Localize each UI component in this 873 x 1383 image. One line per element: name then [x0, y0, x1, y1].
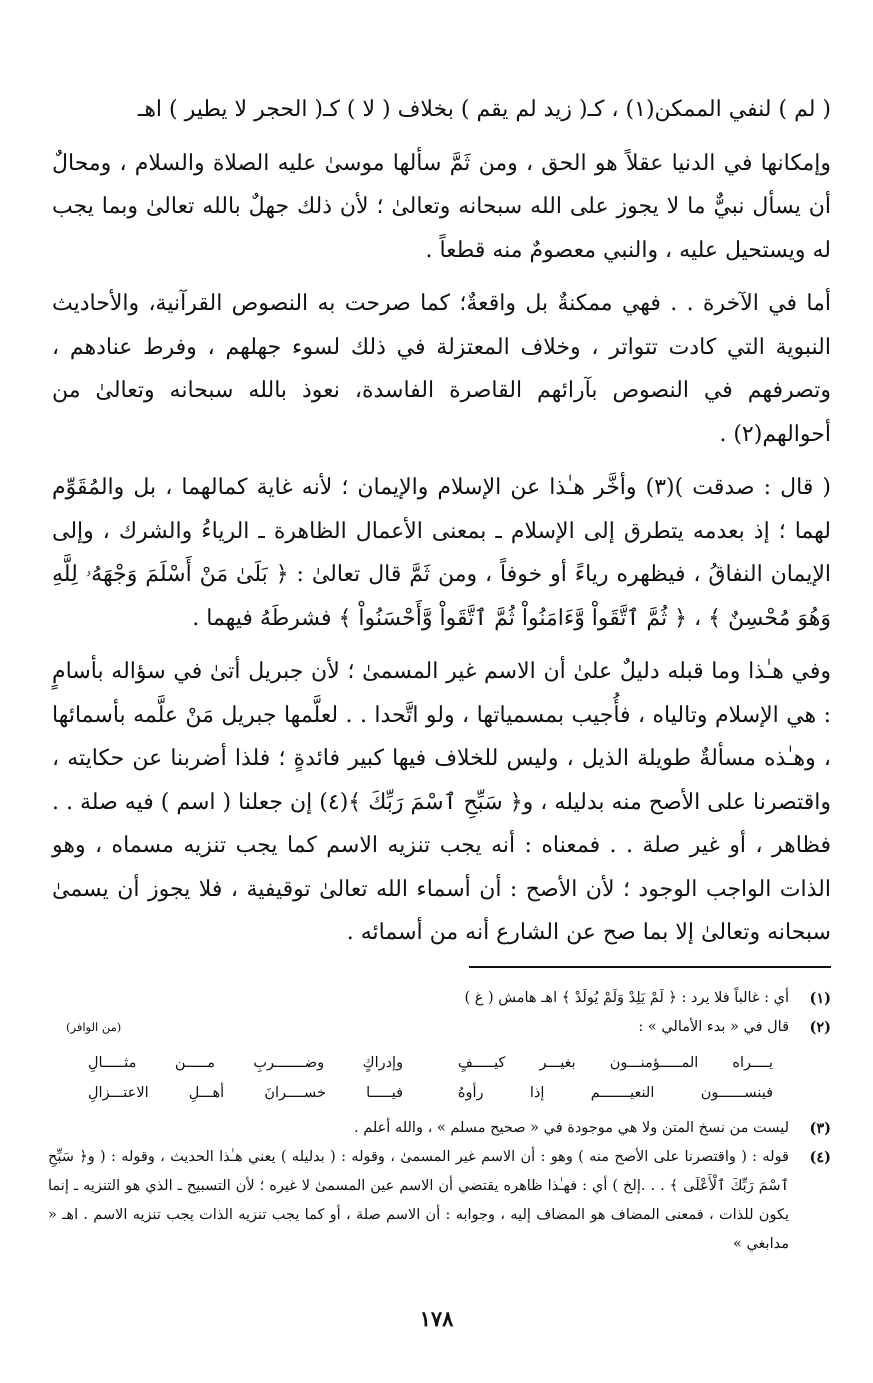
poem-verse	[88, 1078, 773, 1108]
footnote-number: (٤)	[809, 1149, 831, 1166]
paragraph-2: وإمكانها في الدنيا عقلاً هو الحق ، ومن ثَمَّ سألها موسىٰ عليه الصلاة والسلام ، ومحالٌ أن يسأل نبيٌّ ما لا يجوز على الله سبحانه وتعالىٰ ؛ لأن ذلك جهلٌ بالله تعالىٰ وبما يجب له ويستحيل عليه ، والنبي معصومٌ منه قطعاً .	[52, 150, 831, 263]
footnote-text: قوله : ( واقتصرنا على الأصح منه ) وهو : أن الاسم غير المسمىٰ ، وقوله : ( بدليله ) يعني هـٰذا الحديث ، وقوله : ( و﴿ سَبِّحِ ٱسْمَ رَبِّكَ ٱلْأَعْلَى ﴾ . . .إلخ ) أي : فهـٰذا ظاهره يقتضي أن الاسم عين المسمىٰ لا غيره ؛ لأن التسبيح ـ الذي هو التنزيه ـ إنما يكون للذات ، فمعنى المضاف هو المضاف إليه ، وجوابه : أن الاسم صلة ، أو كما يجب تنزيه الذات يجب تنزيه الاسم . اهـ « مدابغي »	[48, 1149, 789, 1252]
footnote-4	[48, 1143, 831, 1259]
page-number: ١٧٨	[419, 1306, 454, 1331]
footnote-number: (٢)	[809, 1019, 831, 1036]
verse-second-hemistich: فيـــــا خســــرانَ أهـــلِ الاعتـــزالِ	[88, 1085, 404, 1101]
footnote-number: (١)	[809, 990, 831, 1007]
verse-first-hemistich: يــــراه المـــــؤمنـــون بغيـــر كيـــــفٍ	[457, 1055, 773, 1071]
footnote-text: أي : غالباً فلا يرد : ﴿ لَمْ يَلِدْ وَلَمْ يُولَدْ ﴾ اهـ هامش ( غ )	[464, 990, 789, 1006]
paragraph-3: أما في الآخرة . . فهي ممكنةٌ بل واقعةٌ؛ كما صرحت به النصوص القرآنية، والأحاديث النبوية التي كادت تتواتر ، وخلاف المعتزلة في ذلك لسوء جهلهم ، وفرط عنادهم ، وتصرفهم في النصوص بآرائهم القاصرة الفاسدة، نعوذ بالله سبحانه وتعالىٰ من أحوالهم(٢) .	[52, 291, 831, 447]
paragraph-4: ( قال : صدقت )(٣) وأخَّر هـٰذا عن الإسلام والإيمان ؛ لأنه غاية كمالهما ، بل والمُقَوِّم لهما ؛ إذ بعدمه يتطرق إلى الإسلام ـ بمعنى الأعمال الظاهرة ـ الرياءُ والشرك ، وإلى الإيمان النفاقُ ، فيظهره رياءً أو خوفاً ، ومن ثَمَّ قال تعالىٰ : ﴿ بَلَىٰ مَنْ أَسْلَمَ وَجْهَهُۥ لِلَّهِ وَهُوَ مُحْسِنٌ ﴾ ، ﴿ ثُمَّ ٱتَّقَواْ وَّءَامَنُواْ ثُمَّ ٱتَّقَواْ وَّأَحْسَنُواْ ﴾ فشرطَهُ فيهما .	[52, 475, 831, 631]
footnotes	[48, 984, 831, 1259]
footnote-number: (٣)	[809, 1120, 831, 1137]
footnote-text: ليست من نسخ المتن ولا هي موجودة في « صحيح مسلم » ، والله أعلم .	[353, 1120, 789, 1136]
footnote-2	[48, 1013, 831, 1042]
footnote-2-header	[48, 1013, 789, 1042]
paragraph-5: وفي هـٰذا وما قبله دليلٌ علىٰ أن الاسم غير المسمىٰ ؛ لأن جبريل أتىٰ في سؤاله بأسامٍ : هي الإسلام وتالياه ، فأُجيب بمسمياتها ، ولو اتَّحدا . . لعلَّمها جبريل مَنْ علَّمه بأسمائها ، وهـٰذه مسألةٌ طويلة الذيل ، وليس للخلاف فيها كبير فائدةٍ ؛ فلذا أضربنا عن حكايته ، واقتصرنا على الأصح منه بدليله ، و﴿ سَبِّحِ ٱسْمَ رَبِّكَ ﴾(٤) إن جعلنا ( اسم ) فيه صلة . . فظاهر ، أو غير صلة . . فمعناه : أنه يجب تنزيه الاسم كما يجب تنزيه مسماه ، وهو الذات الواجب الوجود ؛ لأن الأصح : أن أسماء الله تعالىٰ توقيفية ، فلا يجوز أن يسمىٰ سبحانه وتعالىٰ إلا بما صح عن الشارع أنه من أسمائه .	[52, 659, 831, 945]
poem-verse	[88, 1048, 773, 1078]
main-text	[52, 88, 831, 955]
poem	[48, 1048, 831, 1108]
verse-second-hemistich: وإدراكٍ وضـــــــربِ مـــــن مثـــــالِ	[88, 1055, 404, 1071]
footnote-text: قال في « بدء الأمالي » :	[638, 1019, 789, 1035]
paragraph-1: ( لم ) لنفي الممكن(١) ، كـ( زيد لم يقم ) بخلاف ( لا ) كـ( الحجر لا يطير ) اهـ	[137, 97, 831, 122]
poetic-meter-label: (من الوافر)	[66, 1020, 122, 1034]
verse-first-hemistich: فينســــــون النعيـــــــم إذا رأوهُ	[457, 1085, 773, 1101]
footnote-3	[48, 1114, 831, 1143]
footnote-1	[48, 984, 831, 1013]
footnote-separator	[469, 966, 831, 968]
